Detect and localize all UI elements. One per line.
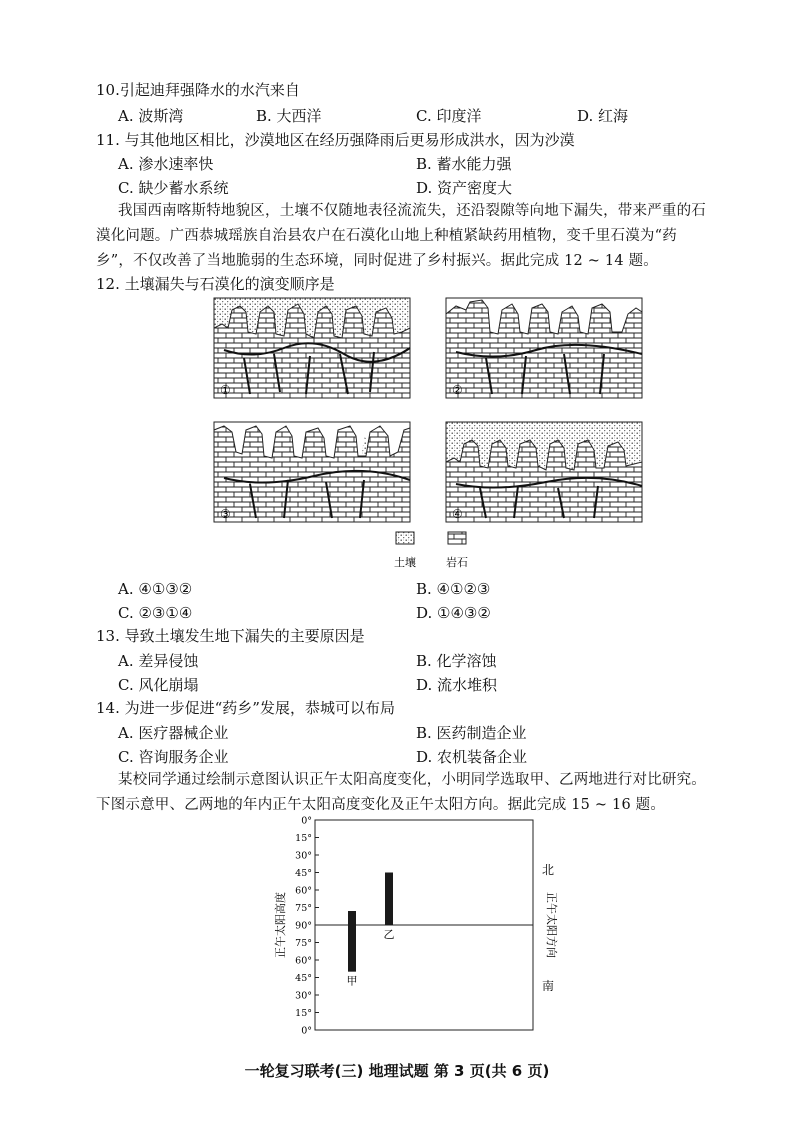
bar-jia-label: 甲	[346, 974, 358, 988]
y-tick-label: 90°	[295, 920, 312, 932]
q12-option-a: A. ④①③②	[118, 580, 193, 598]
q14-option-c: C. 咨询服务企业	[118, 748, 229, 766]
panel-4-label: ④	[452, 507, 463, 521]
karst-panel-2	[446, 298, 642, 398]
q14-option-a: A. 医疗器械企业	[118, 724, 229, 742]
y-tick-label: 30°	[295, 850, 312, 862]
question-11-stem: 11. 与其他地区相比，沙漠地区在经历强降雨后更易形成洪水，因为沙漠	[96, 131, 575, 149]
karst-panel-4	[446, 422, 642, 522]
question-13-stem: 13. 导致土壤发生地下漏失的主要原因是	[96, 627, 365, 645]
q14-option-b: B. 医药制造企业	[416, 724, 527, 742]
question-12-stem: 12. 土壤漏失与石漠化的演变顺序是	[96, 275, 335, 293]
q14-option-d: D. 农机装备企业	[416, 748, 528, 766]
q10-option-c: C. 印度洋	[416, 107, 482, 125]
y-tick-label: 60°	[295, 885, 312, 897]
question-14-stem: 14. 为进一步促进“药乡”发展，恭城可以布局	[96, 699, 395, 717]
legend-soil-swatch	[396, 532, 414, 544]
y-tick-label: 75°	[295, 903, 312, 914]
page-footer: 一轮复习联考(三) 地理试题 第 3 页(共 6 页)	[244, 1062, 550, 1080]
q13-option-c: C. 风化崩塌	[118, 676, 199, 694]
bar-yi	[385, 873, 393, 926]
y-tick-label: 60°	[295, 955, 312, 967]
panel-3-label: ③	[220, 507, 231, 521]
noon-sun-altitude-chart	[270, 814, 570, 1036]
karst-panel-3	[214, 422, 410, 522]
y-tick-label: 75°	[295, 938, 312, 949]
q10-option-b: B. 大西洋	[256, 107, 322, 125]
q13-option-b: B. 化学溶蚀	[416, 652, 497, 670]
legend-soil-label: 土壤	[394, 556, 416, 569]
q13-option-a: A. 差异侵蚀	[118, 652, 199, 670]
y-tick-label: 15°	[295, 1008, 312, 1019]
y-tick-label: 45°	[295, 973, 312, 984]
q11-option-c: C. 缺少蓄水系统	[118, 179, 229, 197]
chart-south-label: 南	[542, 979, 555, 993]
q10-option-a: A. 波斯湾	[118, 107, 184, 125]
figure1-legend	[394, 532, 468, 569]
q13-option-d: D. 流水堆积	[416, 676, 498, 694]
q11-option-a: A. 渗水速率快	[118, 155, 214, 173]
q10-option-d: D. 红海	[577, 107, 629, 125]
q11-option-d: D. 资产密度大	[416, 179, 513, 197]
q12-option-b: B. ④①②③	[416, 580, 491, 598]
bar-jia	[348, 911, 356, 972]
chart-y-axis-label: 正午太阳高度	[274, 892, 287, 958]
chart-right-axis-label: 正午太阳方向	[545, 892, 558, 958]
legend-rock-swatch	[448, 532, 466, 544]
q12-option-d: D. ①④③②	[416, 604, 491, 622]
y-tick-label: 45°	[295, 868, 312, 879]
y-tick-label: 0°	[301, 1025, 312, 1036]
panel-2-label: ②	[452, 383, 463, 397]
bar-yi-label: 乙	[383, 928, 395, 941]
y-tick-label: 0°	[301, 815, 312, 827]
legend-rock-label: 岩石	[446, 556, 468, 569]
q11-option-b: B. 蓄水能力强	[416, 155, 512, 173]
karst-panel-1	[214, 298, 410, 398]
y-tick-label: 30°	[295, 990, 312, 1002]
y-tick-label: 15°	[295, 833, 312, 844]
panel-1-label: ①	[220, 383, 231, 397]
q12-option-c: C. ②③①④	[118, 604, 193, 622]
question-10-stem: 10.引起迪拜强降水的水汽来自	[96, 81, 300, 99]
chart-north-label: 北	[542, 863, 555, 877]
passage-solar: 某校同学通过绘制示意图认识正午太阳高度变化，小明同学选取甲、乙两地进行对比研究。下图示意甲、乙两地的年内正午太阳高度变化及正午太阳方向。据此完成 15 ~ 16 题。	[96, 772, 706, 813]
passage-karst: 我国西南喀斯特地貌区，土壤不仅随地表径流流失，还沿裂隙等向地下漏失，带来严重的石漠化问题。广西恭城瑶族自治县农户在石漠化山地上种植紧缺药用植物，变千里石漠为“药乡”，不仅改善了当地脆弱的生态环境，同时促进了乡村振兴。据此完成 12 ~ 14 题。	[96, 203, 706, 269]
karst-evolution-figure	[210, 294, 650, 584]
